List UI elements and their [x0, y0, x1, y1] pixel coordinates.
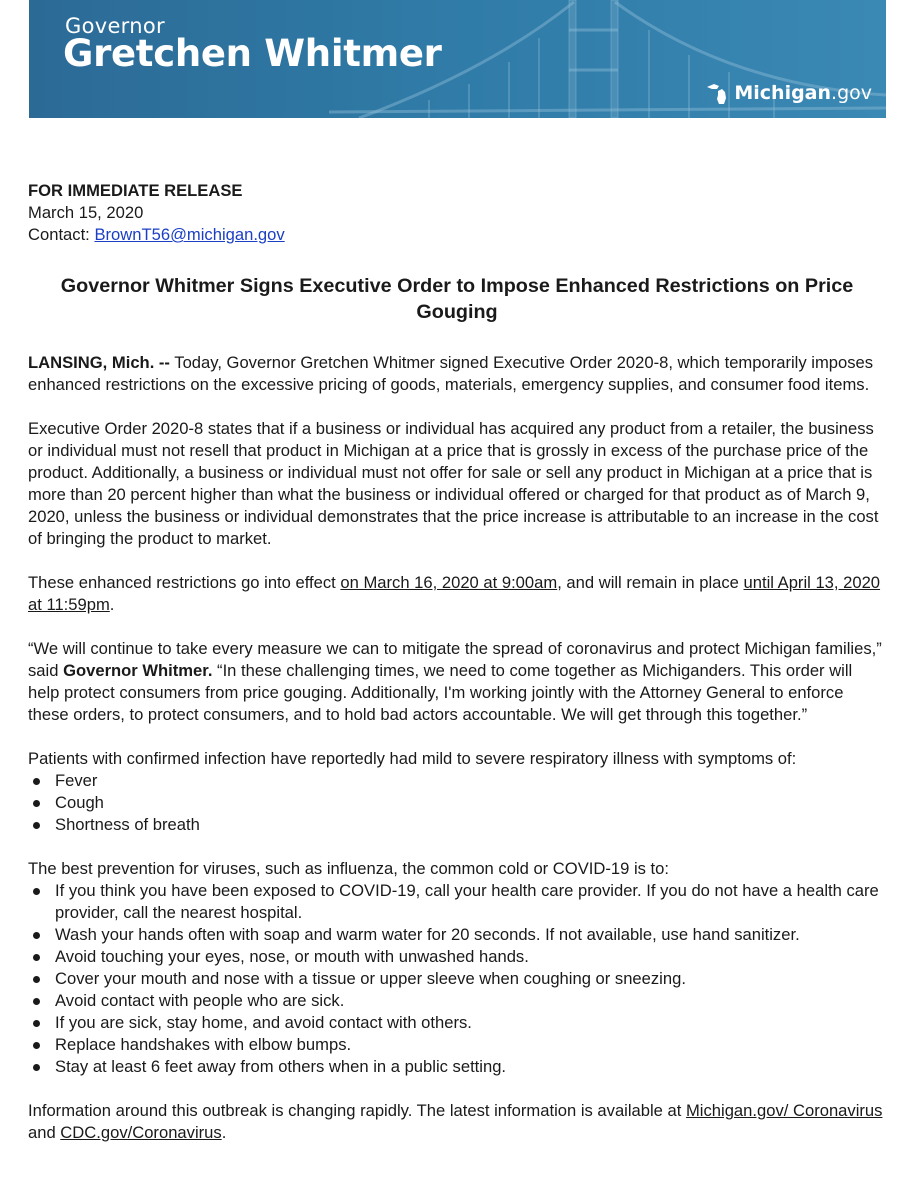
list-item: Shortness of breath — [28, 814, 886, 836]
contact-line — [28, 224, 886, 246]
prevention-intro: The best prevention for viruses, such as influenza, the common cold or COVID-19 is to: — [28, 859, 669, 878]
michigan-gov-coronavirus-link[interactable]: Michigan.gov/ Coronavirus — [685, 1101, 883, 1120]
list-item: If you think you have been exposed to COVID-19, call your health care provider. If you do not have a health care provider, call the nearest hospital. — [28, 880, 886, 924]
banner-governor-name: Gretchen Whitmer — [63, 32, 442, 75]
quote-speaker: Governor Whitmer. — [63, 661, 213, 680]
paragraph-quote — [28, 638, 886, 726]
list-item: Cover your mouth and nose with a tissue or upper sleeve when coughing or sneezing. — [28, 968, 886, 990]
closing-text-pre: Information around this outbreak is changing rapidly. The latest information is available at — [28, 1101, 686, 1120]
list-item: Fever — [28, 770, 886, 792]
quote-part-1: “We will continue to take every measure we can to mitigate the spread of coronavirus and protect Michigan families,” said — [28, 639, 882, 680]
list-item: Wash your hands often with soap and warm water for 20 seconds. If not available, use hand sanitizer. — [28, 924, 886, 946]
symptoms-section — [28, 748, 886, 836]
header-banner — [29, 0, 886, 118]
release-label: FOR IMMEDIATE RELEASE — [28, 181, 243, 200]
banner-governor-label: Governor — [65, 14, 165, 38]
logo-michigan-text: Michigan — [734, 82, 832, 104]
contact-email-link[interactable]: BrownT56@michigan.gov — [94, 225, 285, 244]
prevention-section — [28, 858, 886, 1078]
list-item: If you are sick, stay home, and avoid contact with others. — [28, 1012, 886, 1034]
quote-part-2: “In these challenging times, we need to come together as Michiganders. This order will help protect consumers from price gouging. Additionally, I'm working jointly with the Attorney General to enforce these orders, to protect consumers, and to hold bad actors accountable. We will get through this together.” — [28, 661, 853, 724]
michigan-gov-logo — [704, 78, 872, 108]
paragraph-order-details: Executive Order 2020-8 states that if a business or individual has acquired any product from a retailer, the business or individual must not resell that product in Michigan at a price that is grossly in excess of the purchase price of the product. Additionally, a business or individual must not offer for sale or sell any product in Michigan at a price that is more than 20 percent higher than what the business or individual offered or charged for that product as of March 9, 2020, unless the business or individual demonstrates that the price increase is attributable to an increase in the cost of bringing the product to market. — [28, 419, 879, 548]
effective-text-post: . — [109, 595, 115, 614]
list-item: Avoid touching your eyes, nose, or mouth with unwashed hands. — [28, 946, 886, 968]
closing-text-post: . — [221, 1123, 227, 1142]
paragraph-closing — [28, 1100, 886, 1144]
list-item: Avoid contact with people who are sick. — [28, 990, 886, 1012]
list-item: Replace handshakes with elbow bumps. — [28, 1034, 886, 1056]
cdc-coronavirus-link[interactable]: CDC.gov/Coronavirus — [60, 1123, 222, 1142]
press-release-body — [28, 180, 886, 1166]
effective-end-date: until April 13, 2020 at 11:59pm — [28, 573, 881, 614]
dateline: LANSING, Mich. -- — [28, 353, 170, 372]
page-title: Governor Whitmer Signs Executive Order to Impose Enhanced Restrictions on Price Gouging — [60, 275, 854, 323]
effective-text-pre: These enhanced restrictions go into effect — [28, 573, 341, 592]
michigan-map-icon — [704, 80, 730, 106]
closing-text-mid: and — [28, 1123, 61, 1142]
prevention-list — [28, 880, 886, 1078]
contact-label: Contact: — [28, 225, 90, 244]
paragraph-intro — [28, 352, 886, 396]
intro-text: Today, Governor Gretchen Whitmer signed Executive Order 2020-8, which temporarily imposes enhanced restrictions on the excessive pricing of goods, materials, emergency supplies, and consumer food items. — [28, 353, 874, 394]
symptoms-intro: Patients with confirmed infection have reportedly had mild to severe respiratory illness with symptoms of: — [28, 749, 797, 768]
list-item: Stay at least 6 feet away from others when in a public setting. — [28, 1056, 886, 1078]
release-date: March 15, 2020 — [28, 203, 144, 222]
list-item: Cough — [28, 792, 886, 814]
symptoms-list — [28, 770, 886, 836]
paragraph-effective-dates — [28, 572, 886, 616]
logo-gov-text: .gov — [831, 82, 872, 104]
effective-start-date: on March 16, 2020 at 9:00am — [340, 573, 558, 592]
effective-text-mid: , and will remain in place — [557, 573, 744, 592]
